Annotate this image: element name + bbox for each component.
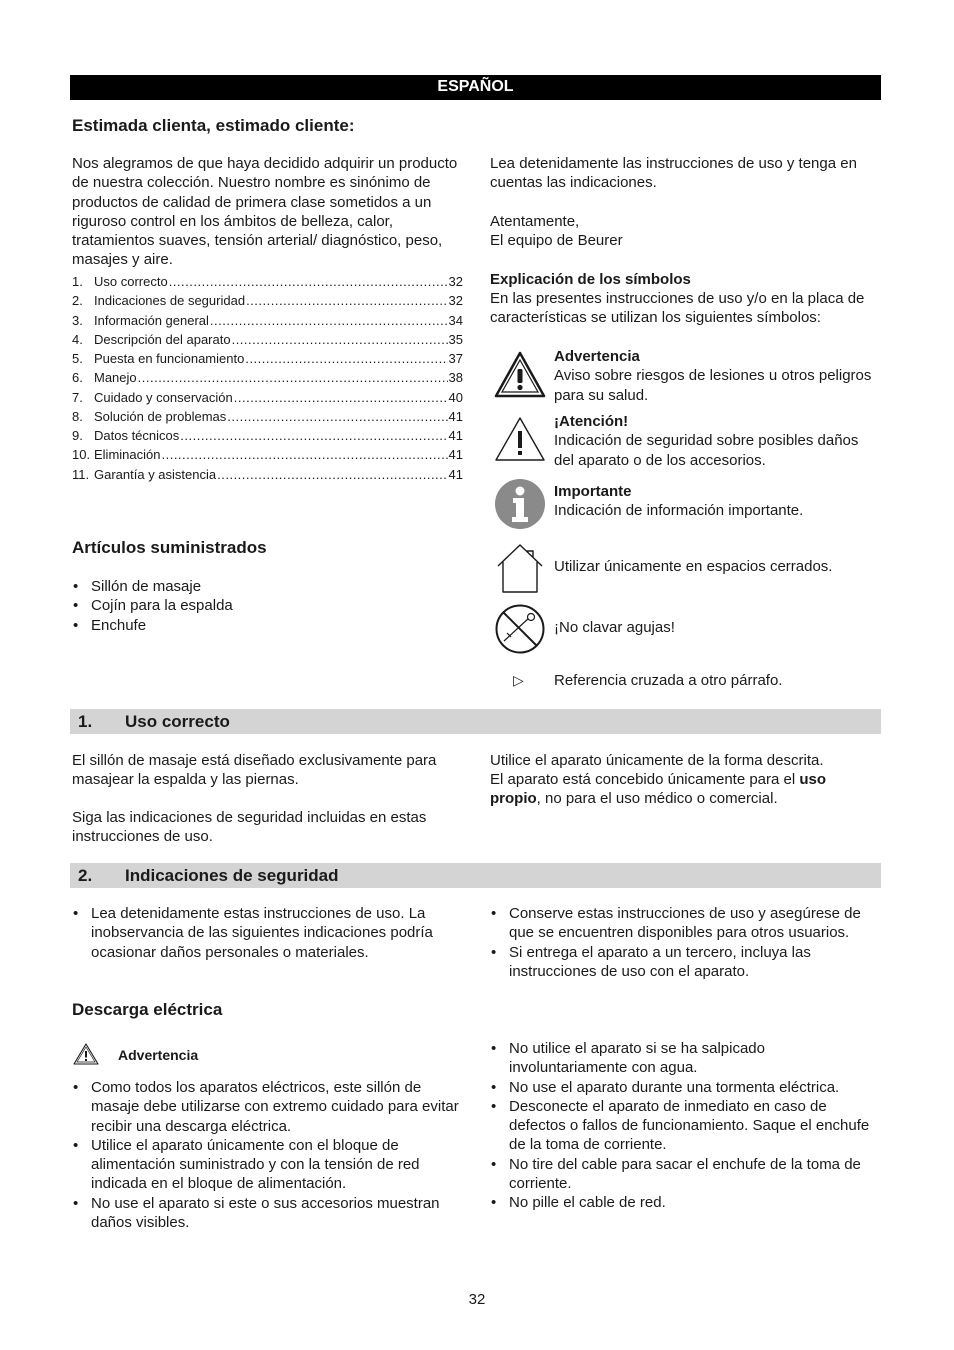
toc-entry-page: 38 [448, 370, 463, 386]
toc-entry-label: Solución de problemas [94, 408, 227, 424]
intended-use-paragraph-4 [490, 770, 880, 809]
toc-entry-number: 11. [72, 466, 90, 482]
symbol-indoor-text: Utilizar únicamente en espacios cerrados. [554, 558, 833, 575]
electric-shock-heading: Descarga eléctrica [72, 1000, 223, 1019]
table-of-contents [72, 272, 463, 484]
info-circle-icon [494, 478, 546, 530]
toc-entry [72, 368, 463, 387]
toc-entry-label: Descripción del aparato [94, 331, 231, 347]
section-number: 1. [78, 712, 93, 731]
toc-entry-label: Información general [94, 312, 209, 328]
list-item: • Desconecte el aparato de inmediato en caso de defectos o fallos de funcionamiento. Saque el enchufe de la toma de corriente. [490, 1097, 880, 1155]
toc-entry-title [72, 330, 231, 349]
electric-list-right [490, 1039, 880, 1213]
toc-entry-label: Uso correcto [94, 274, 168, 289]
toc-entry-page: 32 [448, 274, 463, 289]
toc-entry [72, 445, 463, 464]
toc-leader-dots [180, 426, 447, 445]
section-title: Uso correcto [125, 712, 230, 731]
closing-line: Atentamente, [490, 213, 580, 230]
safety-list-right [490, 904, 880, 981]
intended-use-paragraph-1: El sillón de masaje está diseñado exclusivamente para masajear la espalda y las piernas. [72, 752, 437, 789]
toc-entry [72, 426, 463, 445]
list-item: • No use el aparato durante una tormenta eléctrica. [490, 1078, 880, 1097]
list-item: • No pille el cable de red. [490, 1193, 880, 1212]
language-header: ESPAÑOL [70, 75, 881, 100]
toc-leader-dots [232, 330, 448, 349]
toc-entry-page: 41 [448, 408, 463, 424]
toc-entry-number: 6. [72, 370, 83, 386]
toc-entry-label: Eliminación [94, 447, 161, 463]
list-item: • Sillón de masaje [72, 577, 467, 596]
toc-entry [72, 311, 463, 330]
toc-entry-page: 37 [448, 351, 463, 366]
toc-entry-page: 41 [448, 466, 463, 482]
toc-leader-dots [161, 445, 447, 464]
toc-entry-title [72, 388, 233, 407]
symbol-attention-text: Indicación de seguridad sobre posibles daños del aparato o de los accesorios. [554, 432, 859, 469]
toc-leader-dots [227, 407, 447, 426]
toc-entry-page: 41 [448, 447, 463, 463]
toc-entry-title [72, 368, 137, 387]
toc-entry-title [72, 407, 226, 426]
symbols-intro: En las presentes instrucciones de uso y/o en la placa de características se utilizan los siguientes símbolos: [490, 290, 865, 327]
toc-leader-dots [138, 368, 448, 387]
no-needles-icon [494, 603, 546, 655]
symbol-important-text: Indicación de información importante. [554, 502, 804, 520]
symbol-no-needles-text: ¡No clavar agujas! [554, 619, 675, 636]
symbol-warning-text: Aviso sobre riesgos de lesiones u otros peligros para su salud. [554, 367, 872, 404]
toc-entry-label: Manejo [94, 370, 137, 386]
toc-entry [72, 330, 463, 349]
toc-leader-dots [234, 388, 448, 407]
toc-entry-number: 7. [72, 389, 83, 405]
read-instructions-paragraph: Lea detenidamente las instrucciones de uso y tenga en cuentas las indicaciones. [490, 155, 857, 192]
symbol-warning [554, 347, 874, 405]
list-item: • Lea detenidamente estas instrucciones de uso. La inobservancia de las siguientes indicaciones podría ocasionar daños personales o materiales. [72, 904, 467, 962]
toc-entry [72, 272, 463, 291]
symbol-cross-reference-text: Referencia cruzada a otro párrafo. [554, 672, 783, 689]
toc-entry [72, 291, 463, 310]
symbol-warning-title: Advertencia [554, 348, 640, 365]
symbol-important [554, 482, 874, 521]
intended-use-paragraph-3: Utilice el aparato únicamente de la forma descrita. [490, 752, 824, 769]
safety-list-left [72, 904, 467, 962]
toc-entry-title [72, 445, 160, 464]
toc-entry-number: 3. [72, 312, 83, 328]
toc-entry-page: 32 [448, 293, 463, 309]
toc-entry-label: Garantía y asistencia [94, 466, 217, 482]
toc-entry [72, 407, 463, 426]
text-run-bold: uso propio [490, 771, 827, 808]
toc-entry-page: 35 [448, 331, 463, 347]
list-item: • Conserve estas instrucciones de uso y asegúrese de que se encuentren disponibles para otros usuarios. [490, 904, 880, 943]
house-icon [494, 542, 546, 594]
cross-reference-triangle-icon: ▷ [513, 672, 524, 688]
section-safety-bar [70, 863, 881, 888]
toc-entry-label: Puesta en funcionamiento [94, 351, 245, 366]
section-title: Indicaciones de seguridad [125, 866, 339, 885]
toc-entry-title [72, 272, 168, 291]
list-item: • Como todos los aparatos eléctricos, este sillón de masaje debe utilizarse con extremo cuidado para evitar recibir una descarga eléctrica. [72, 1078, 467, 1136]
text-run: , no para el uso médico o comercial. [536, 790, 778, 808]
greeting-heading: Estimada clienta, estimado cliente: [72, 116, 355, 135]
toc-entry-label: Indicaciones de seguridad [94, 293, 246, 309]
section-number: 2. [78, 866, 93, 885]
toc-entry-title [72, 426, 179, 445]
intended-use-paragraph-2: Siga las indicaciones de seguridad incluidas en estas instrucciones de uso. [72, 809, 427, 846]
list-item: • No tire del cable para sacar el enchufe de la toma de corriente. [490, 1155, 880, 1194]
section-intended-use-bar [70, 709, 881, 734]
list-item: • Enchufe [72, 616, 467, 635]
toc-entry [72, 349, 463, 368]
attention-triangle-icon [494, 414, 546, 466]
symbols-heading: Explicación de los símbolos [490, 271, 691, 288]
closing-signature: El equipo de Beurer [490, 232, 623, 249]
text-run: El aparato está concebido únicamente para el [490, 771, 800, 788]
list-item: • Si entrega el aparato a un tercero, incluya las instrucciones de uso con el aparato. [490, 943, 880, 982]
symbol-attention-title: ¡Atención! [554, 413, 629, 430]
toc-entry-title [72, 291, 245, 310]
toc-leader-dots [169, 272, 448, 291]
toc-leader-dots [210, 311, 448, 330]
toc-entry-number: 10. [72, 447, 91, 463]
list-item: • Cojín para la espalda [72, 596, 467, 615]
warning-triangle-icon [494, 350, 546, 402]
warning-label: Advertencia [118, 1047, 199, 1063]
list-item: • Utilice el aparato únicamente con el bloque de alimentación suministrado y con la tensión de red indicada en el bloque de alimentación. [72, 1136, 467, 1194]
warning-triangle-icon [73, 1042, 99, 1066]
toc-entry-number: 8. [72, 408, 83, 424]
toc-leader-dots [245, 349, 447, 368]
toc-entry-title [72, 311, 209, 330]
symbol-important-title: Importante [554, 483, 632, 500]
toc-entry-label: Datos técnicos [94, 428, 180, 443]
electric-list-left [72, 1078, 467, 1232]
list-item: • No use el aparato si este o sus accesorios muestran daños visibles. [72, 1194, 467, 1233]
toc-entry-label: Cuidado y conservación [94, 389, 233, 405]
supplied-items-list [72, 577, 467, 635]
toc-entry-page: 41 [448, 428, 463, 443]
toc-entry-number: 5. [72, 351, 83, 366]
toc-entry [72, 465, 463, 484]
toc-entry-title [72, 465, 216, 484]
toc-entry-number: 2. [72, 293, 83, 309]
intro-paragraph: Nos alegramos de que haya decidido adquirir un producto de nuestra colección. Nuestro nombre es sinónimo de productos de calidad de primera clase sometidos a un riguroso control en los ámbitos de belleza, calor, tratamientos suaves, tensión arterial/ diagnóstico, peso, masajes y aire. [72, 155, 458, 269]
toc-entry-number: 4. [72, 331, 83, 347]
toc-entry [72, 388, 463, 407]
symbol-attention [554, 412, 874, 470]
page-number: 32 [468, 1291, 486, 1308]
toc-entry-number: 9. [72, 428, 83, 443]
toc-leader-dots [246, 291, 447, 310]
supplied-items-heading: Artículos suministrados [72, 538, 267, 557]
toc-entry-number: 1. [72, 274, 83, 289]
toc-entry-page: 40 [448, 389, 463, 405]
list-item: • No utilice el aparato si se ha salpicado involuntariamente con agua. [490, 1039, 880, 1078]
toc-entry-page: 34 [448, 312, 463, 328]
toc-entry-title [72, 349, 244, 368]
toc-leader-dots [217, 465, 447, 484]
